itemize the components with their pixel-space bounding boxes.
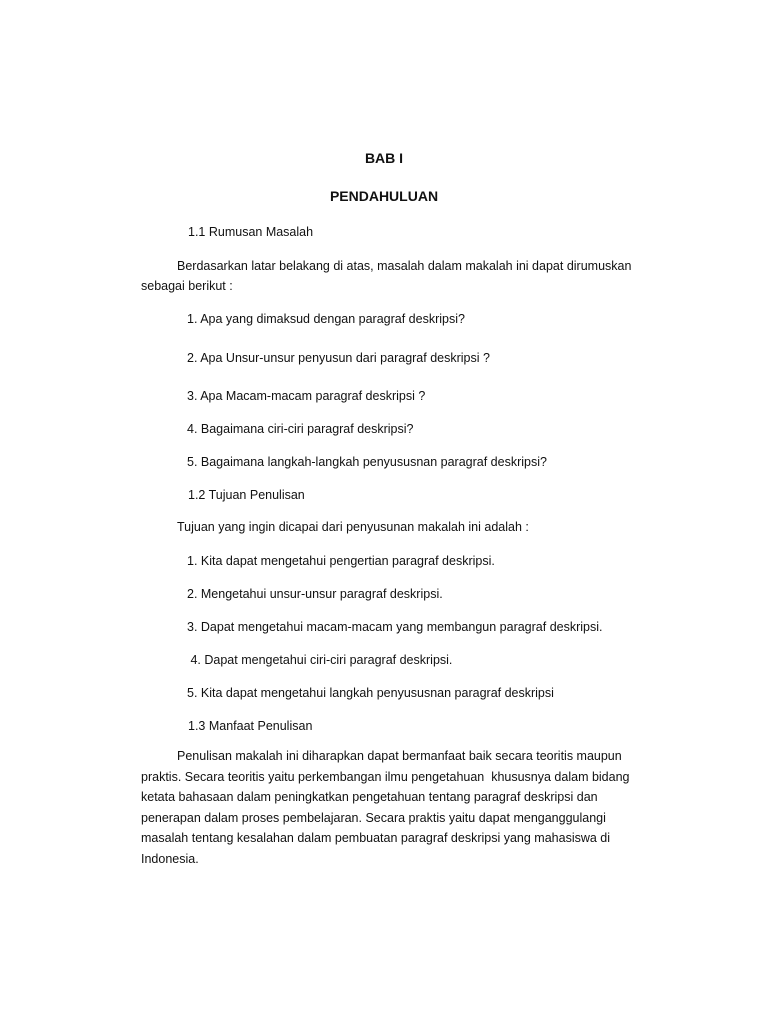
section-heading-tujuan: 1.2 Tujuan Penulisan	[188, 488, 305, 502]
list-item: 4. Dapat mengetahui ciri-ciri paragraf deskripsi.	[187, 653, 453, 667]
section1-intro-line2: sebagai berikut :	[141, 279, 233, 293]
list-item: 2. Mengetahui unsur-unsur paragraf deskripsi.	[187, 587, 443, 601]
list-item: 2. Apa Unsur-unsur penyusun dari paragraf deskripsi ?	[187, 351, 490, 365]
section2-intro: Tujuan yang ingin dicapai dari penyusunan makalah ini adalah :	[177, 520, 529, 534]
list-item: 5. Kita dapat mengetahui langkah penyususnan paragraf deskripsi	[187, 686, 554, 700]
list-item: 1. Apa yang dimaksud dengan paragraf deskripsi?	[187, 312, 465, 326]
chapter-title: PENDAHULUAN	[329, 188, 439, 204]
section3-paragraph: Penulisan makalah ini diharapkan dapat bermanfaat baik secara teoritis maupun praktis. Secara teoritis yaitu perkembangan ilmu pengetahuan khususnya dalam bidang ketata bahasaan dalam peningkatkan pengetahuan tentang paragraf deskripsi dan penerapan dalam proses pembelajaran. Secara praktis yaitu dapat menganggulangi masalah tentang kesalahan dalam pembuatan paragraf deskripsi yang mahasiswa di Indonesia.	[141, 749, 633, 866]
list-item: 4. Bagaimana ciri-ciri paragraf deskripsi?	[187, 422, 414, 436]
section-heading-rumusan: 1.1 Rumusan Masalah	[188, 225, 314, 239]
list-item: 5. Bagaimana langkah-langkah penyususnan paragraf deskripsi?	[187, 455, 547, 469]
chapter-label: BAB I	[364, 150, 404, 166]
list-item: 1. Kita dapat mengetahui pengertian paragraf deskripsi.	[187, 554, 495, 568]
list-item: 3. Apa Macam-macam paragraf deskripsi ?	[187, 389, 426, 403]
section-heading-manfaat: 1.3 Manfaat Penulisan	[188, 719, 313, 733]
section1-intro-line1: Berdasarkan latar belakang di atas, masalah dalam makalah ini dapat dirumuskan	[177, 259, 632, 273]
list-item: 3. Dapat mengetahui macam-macam yang membangun paragraf deskripsi.	[187, 620, 603, 634]
